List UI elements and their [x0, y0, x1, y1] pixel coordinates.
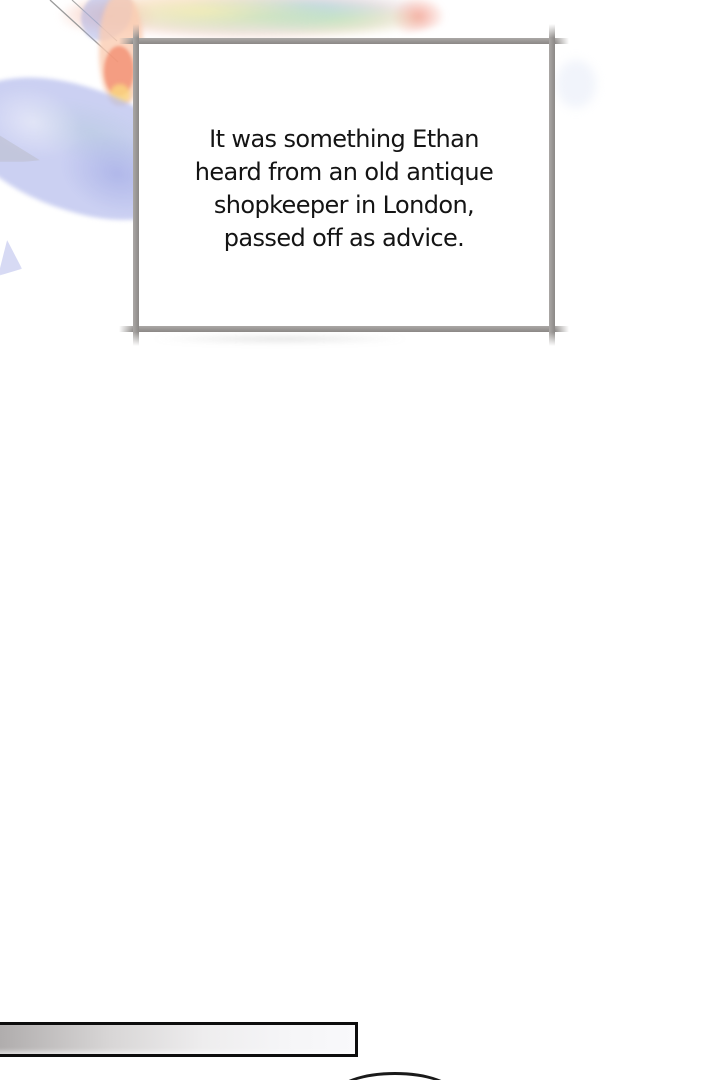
narration-box: [133, 38, 555, 332]
narration-line: shopkeeper in London,: [213, 191, 475, 219]
frame-drop-shadow: [150, 334, 410, 344]
lavender-petal-fragment: [0, 240, 22, 276]
frame-border-right: [549, 24, 555, 346]
narration-text-block: [139, 44, 549, 326]
faint-watercolor-wisp: [556, 60, 596, 108]
narration-line: It was something Ethan: [209, 125, 479, 153]
frame-border-bottom: [119, 326, 569, 332]
narration-line: passed off as advice.: [223, 224, 465, 252]
gradient-bar: [0, 1022, 358, 1057]
narration-line: heard from an old antique: [194, 158, 494, 186]
